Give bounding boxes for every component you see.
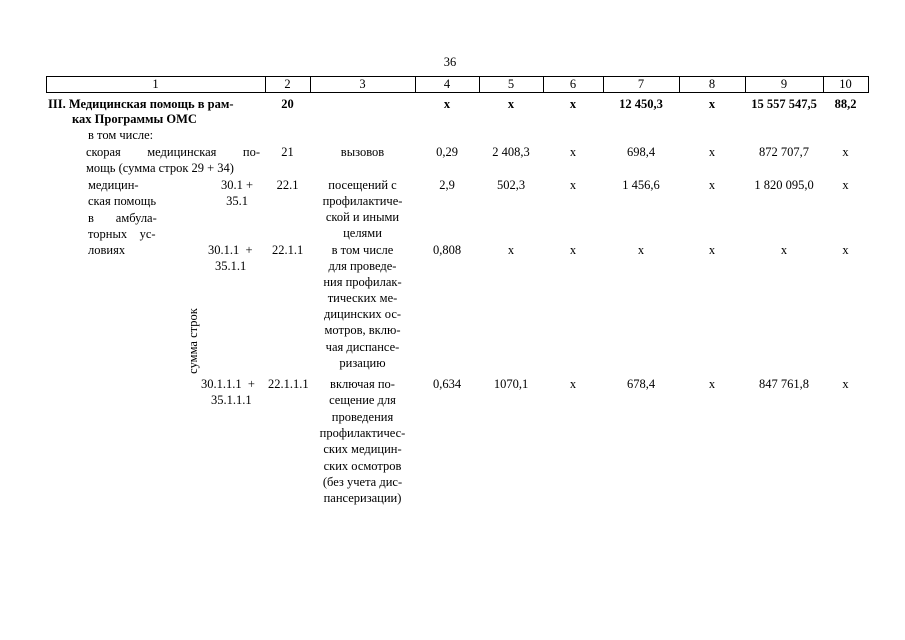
- cell-col2: 22.1.1: [272, 243, 304, 257]
- cell-col3-line: тических ме-: [327, 291, 398, 305]
- row-ref-line: 35.1: [226, 194, 248, 208]
- cell-col9: 847 761,8: [759, 377, 809, 391]
- section-title-line: ках Программы ОМС: [72, 112, 197, 126]
- column-header: 2: [284, 77, 291, 91]
- cell-col4: 0,29: [436, 145, 458, 159]
- cell-col10: 88,2: [834, 97, 857, 111]
- cell-col3-line: дицинских ос-: [323, 307, 402, 321]
- cell-col5: х: [507, 243, 515, 257]
- column-header: 7: [637, 77, 645, 91]
- column-header: 5: [507, 77, 515, 91]
- cell-col6: х: [569, 243, 577, 257]
- cell-col3-line: сещение для: [329, 393, 396, 407]
- cell-col10: х: [842, 243, 849, 257]
- cell-col3-line: ния профилак-: [323, 275, 402, 289]
- cell-col8: х: [708, 145, 716, 159]
- row-ref-line: 35.1.1.1: [211, 393, 252, 407]
- cell-col6: х: [569, 377, 577, 391]
- row-label-line: скорая медицинская по-: [86, 145, 260, 159]
- cell-col3-line: (без учета дис-: [322, 475, 403, 489]
- cell-col7: 678,4: [626, 377, 656, 391]
- cell-col10: х: [842, 178, 849, 192]
- cell-col5: 502,3: [496, 178, 526, 192]
- row-ref-line: 30.1 +: [220, 178, 254, 192]
- cell-col7: 1 456,6: [622, 178, 660, 192]
- cell-col6: х: [569, 178, 577, 192]
- cell-col9: 15 557 547,5: [751, 97, 817, 111]
- cell-col8: х: [708, 377, 716, 391]
- cell-col3: вызовов: [340, 145, 385, 159]
- row-label-line: ловиях: [88, 243, 126, 257]
- cell-col10: х: [842, 377, 849, 391]
- cell-col3-line: в том числе: [331, 243, 394, 257]
- column-header: 8: [708, 77, 716, 91]
- cell-col5: х: [507, 97, 515, 111]
- cell-col5: 2 408,3: [492, 145, 530, 159]
- cell-col2: 22.1.1.1: [268, 377, 309, 391]
- column-header: 3: [359, 77, 366, 91]
- rotated-sum-label: сумма строк: [186, 308, 200, 374]
- cell-col2: 22.1: [276, 178, 299, 192]
- row-ref-line: 35.1.1: [215, 259, 247, 273]
- cell-col2: 21: [281, 145, 294, 159]
- cell-col7: 698,4: [626, 145, 656, 159]
- row-ref-line: 30.1.1.1 +: [201, 377, 255, 391]
- cell-col9: 872 707,7: [759, 145, 809, 159]
- cell-col3-line: мотров, вклю-: [324, 323, 401, 337]
- column-header: 4: [443, 77, 451, 91]
- cell-col5: 1070,1: [493, 377, 529, 391]
- column-header: 9: [780, 77, 788, 91]
- cell-col2: 20: [281, 97, 294, 111]
- row-label-line: в амбула-: [88, 211, 157, 225]
- cell-col8: х: [708, 178, 716, 192]
- cell-col3-line: профилактичес-: [319, 426, 406, 440]
- cell-col3-line: ских осмотров: [323, 459, 402, 473]
- cell-col3-line: профилактиче-: [322, 194, 403, 208]
- cell-col4: 0,808: [432, 243, 462, 257]
- row-label-line: ская помощь: [88, 194, 157, 208]
- cell-col3-line: посещений с: [328, 178, 397, 192]
- cell-col6: х: [569, 145, 577, 159]
- cell-col10: х: [842, 145, 849, 159]
- cell-col8: х: [708, 243, 716, 257]
- cell-col8: х: [708, 97, 716, 111]
- column-header: 6: [569, 77, 577, 91]
- including-label: в том числе:: [88, 128, 154, 142]
- cell-col6: х: [569, 97, 577, 111]
- column-divider: [868, 76, 869, 93]
- cell-col3-line: ризацию: [339, 356, 386, 370]
- cell-col4: 0,634: [432, 377, 462, 391]
- cell-col9: х: [780, 243, 788, 257]
- row-label-line: торных ус-: [88, 227, 156, 241]
- cell-col4: 2,9: [439, 178, 455, 192]
- row-label-line: медицин-: [88, 178, 139, 192]
- cell-col7: 12 450,3: [619, 97, 663, 111]
- cell-col3-line: для проведе-: [328, 259, 397, 273]
- page-number: 36: [443, 55, 457, 69]
- cell-col3-line: ских медицин-: [323, 442, 402, 456]
- cell-col3-line: включая по-: [330, 377, 395, 391]
- cell-col7: х: [637, 243, 645, 257]
- row-ref-line: 30.1.1 +: [208, 243, 253, 257]
- cell-col3-line: ской и иными: [325, 210, 400, 224]
- column-header: 1: [152, 77, 159, 91]
- cell-col3-line: чая диспансе-: [325, 340, 400, 354]
- cell-col3-line: проведения: [331, 410, 394, 424]
- cell-col9: 1 820 095,0: [754, 178, 814, 192]
- section-title-line: III. Медицинская помощь в рам-: [48, 97, 234, 111]
- cell-col4: х: [443, 97, 451, 111]
- cell-col3-line: целями: [343, 226, 382, 240]
- cell-col3-line: пансеризации): [323, 491, 402, 505]
- row-label-line: мощь (сумма строк 29 + 34): [86, 161, 234, 175]
- column-header: 10: [839, 77, 852, 91]
